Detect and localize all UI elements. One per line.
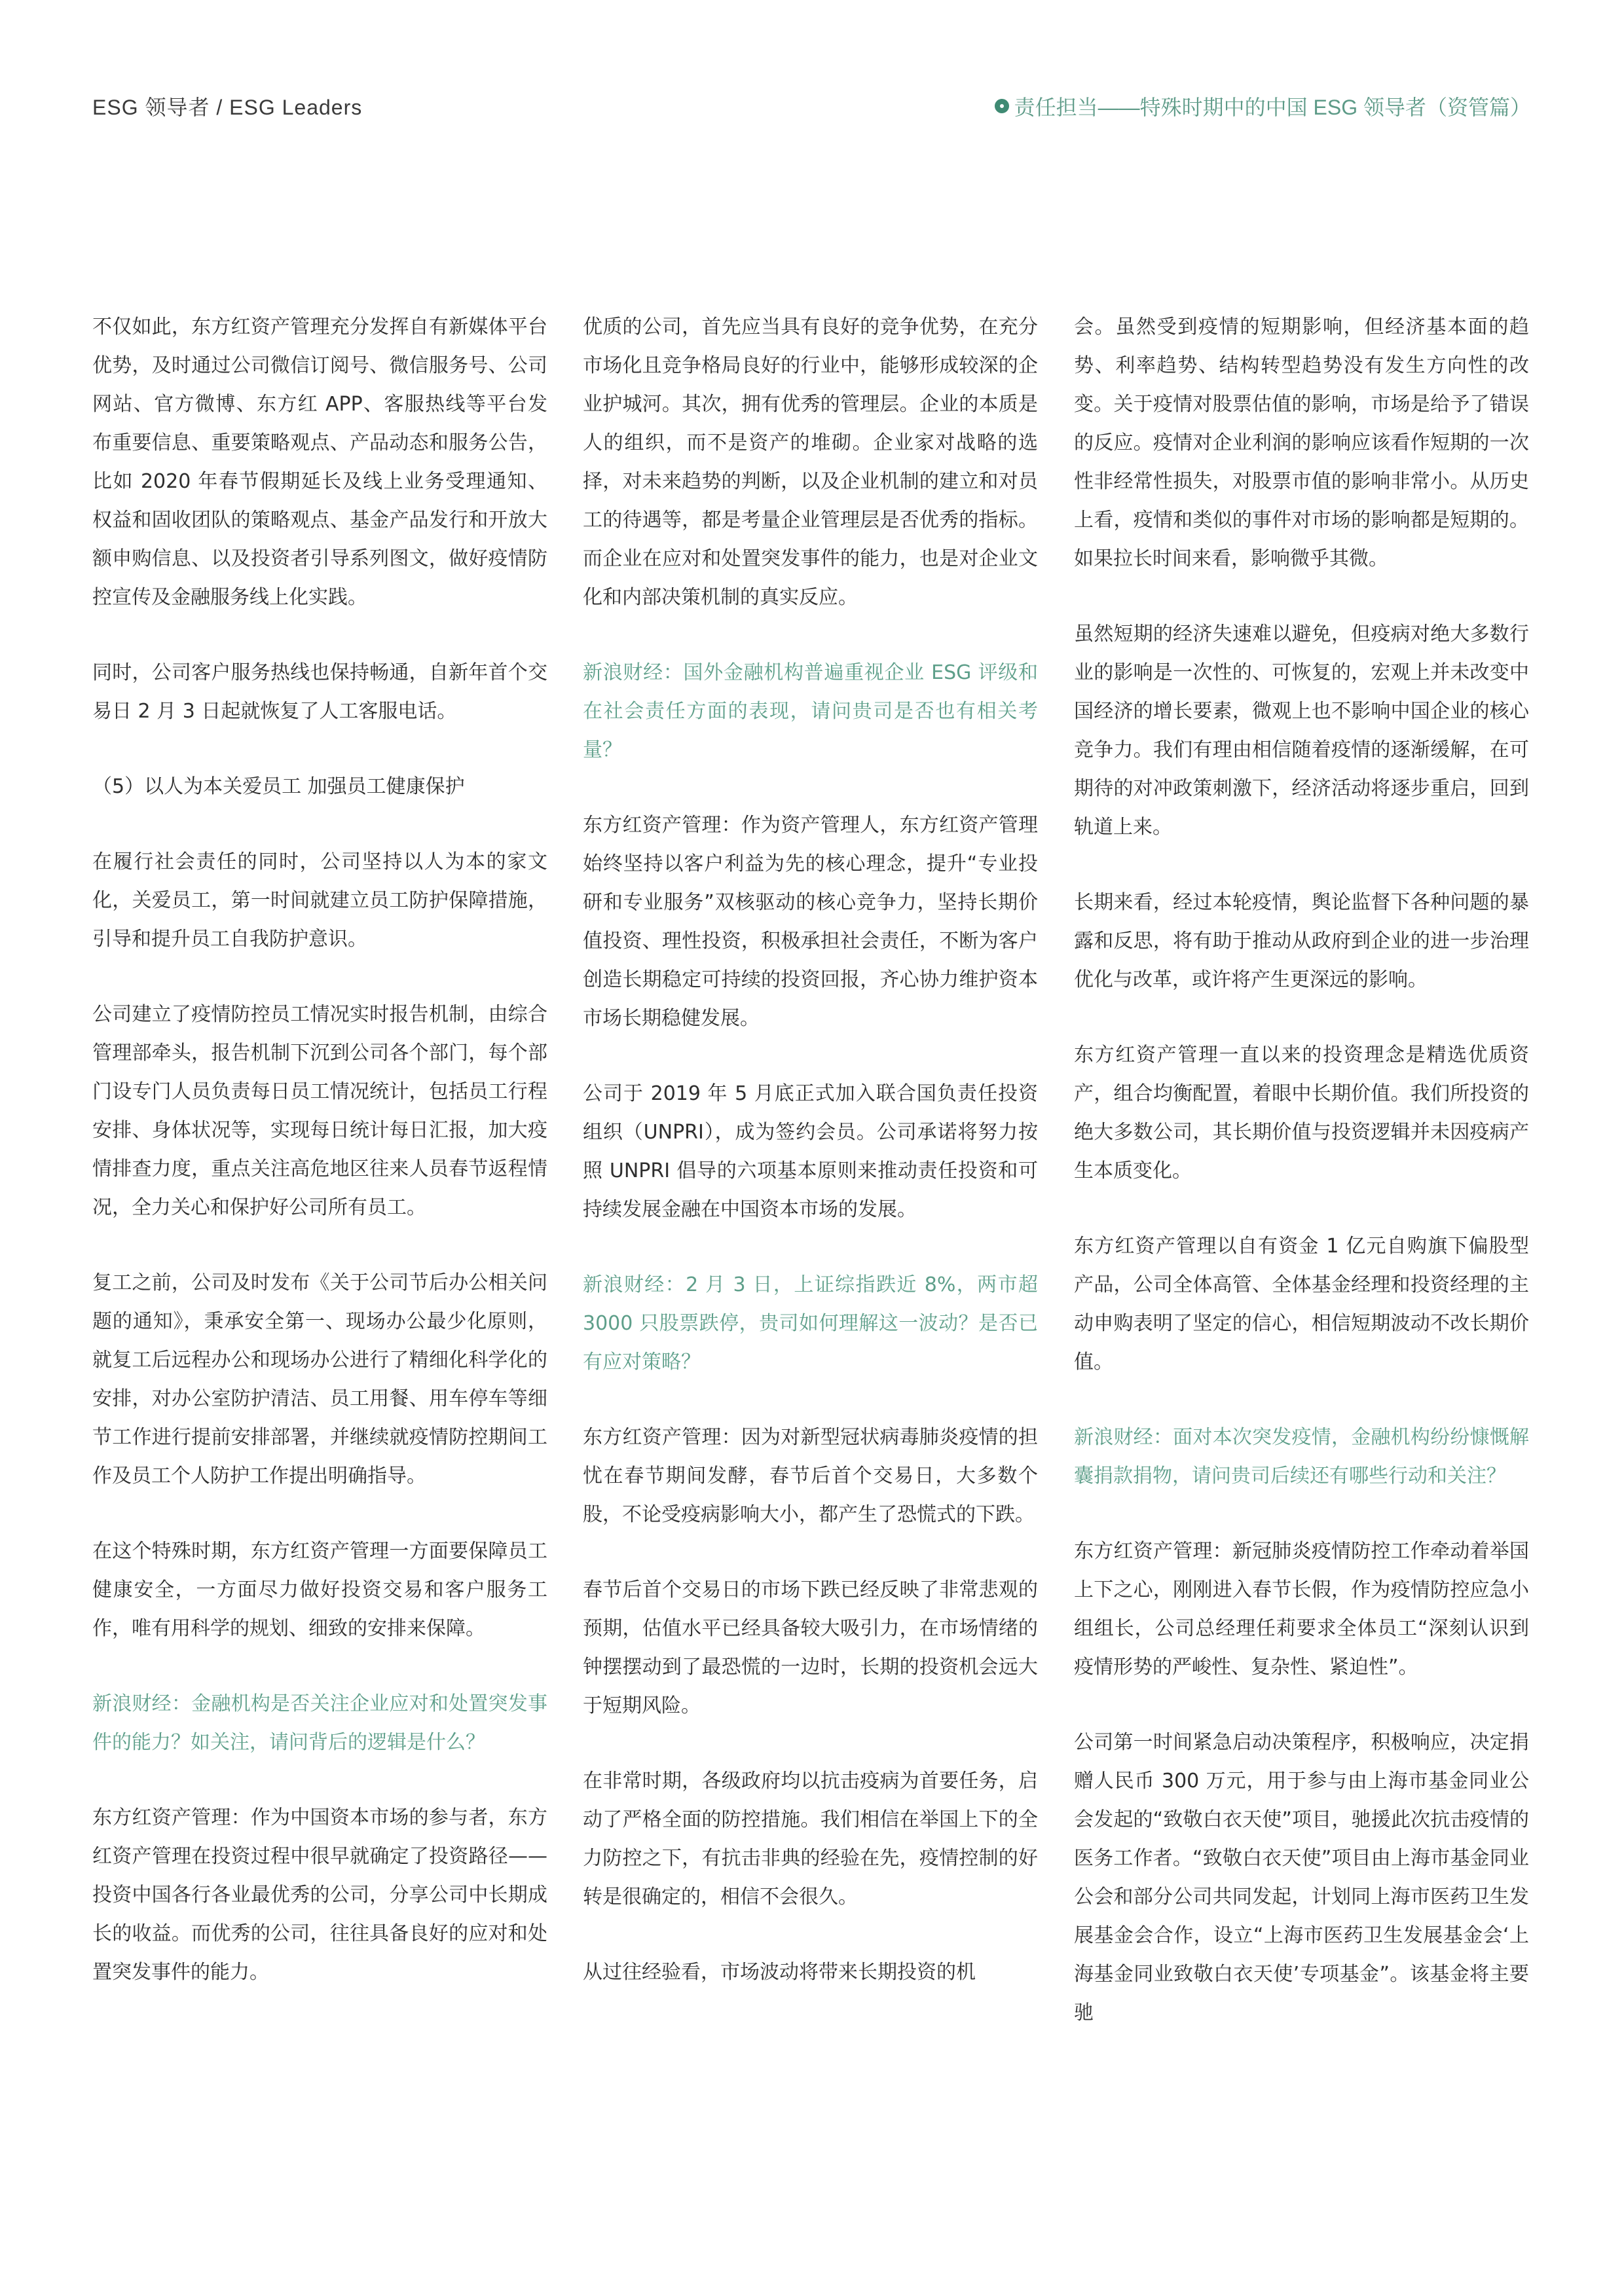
body-paragraph: 在这个特殊时期，东方红资产管理一方面要保障员工健康安全，一方面尽力做好投资交易和客户服务工作，唯有用科学的规划、细致的安排来保障。 xyxy=(92,1540,547,1640)
text-column-3 xyxy=(1074,308,1529,2069)
body-paragraph: 优质的公司，首先应当具有良好的竞争优势，在充分市场化且竞争格局良好的行业中，能够形成较深的企业护城河。其次，拥有优秀的管理层。企业的本质是人的组织，而不是资产的堆砌。企业家对战略的选择，对未来趋势的判断，以及企业机制的建立和对员工的待遇等，都是考量企业管理层是否优秀的指标。而企业在应对和处置突发事件的能力，也是对企业文化和内部决策机制的真实反应。 xyxy=(583,316,1038,609)
body-paragraph: 不仅如此，东方红资产管理充分发挥自有新媒体平台优势，及时通过公司微信订阅号、微信服务号、公司网站、官方微博、东方红 APP、客服热线等平台发布重要信息、重要策略观点、产品动态和服务公告，比如 2020 年春节假期延长及线上业务受理通知、权益和固收团队的策略观点、基金产品发行和开放大额申购信息、以及投资者引导系列图文，做好疫情防控宣传及金融服务线上化实践。 xyxy=(92,316,547,609)
running-header-right xyxy=(995,91,1531,121)
body-paragraph: 长期来看，经过本轮疫情，舆论监督下各种问题的暴露和反思，将有助于推动从政府到企业的进一步治理优化与改革，或许将产生更深远的影响。 xyxy=(1074,891,1529,991)
body-paragraph: 东方红资产管理一直以来的投资理念是精选优质资产，组合均衡配置，着眼中长期价值。我们所投资的绝大多数公司，其长期价值与投资逻辑并未因疫病产生本质变化。 xyxy=(1074,1044,1529,1182)
text-column-2 xyxy=(583,308,1038,2028)
body-paragraph: 公司建立了疫情防控员工情况实时报告机制，由综合管理部牵头，报告机制下沉到公司各个部门，每个部门设专门人员负责每日员工情况统计，包括员工行程安排、身体状况等，实现每日统计每日汇报，加大疫情排查力度，重点关注高危地区往来人员春节返程情况，全力关心和保护好公司所有员工。 xyxy=(92,1003,547,1219)
body-paragraph: 公司第一时间紧急启动决策程序，积极响应，决定捐赠人民币 300 万元，用于参与由上海市基金同业公会发起的“致敬白衣天使”项目，驰援此次抗击疫情的医务工作者。“致敬白衣天使”项目由上海市基金同业公会和部分公司共同发起，计划同上海市医药卫生发展基金会合作，设立“上海市医药卫生发展基金会‘上海基金同业致敬白衣天使’专项基金”。该基金将主要驰 xyxy=(1074,1731,1529,2024)
body-paragraph: 东方红资产管理：新冠肺炎疫情防控工作牵动着举国上下之心，刚刚进入春节长假，作为疫情防控应急小组组长，公司总经理任莉要求全体员工“深刻认识到疫情形势的严峻性、复杂性、紧迫性”。 xyxy=(1074,1540,1529,1679)
body-paragraph: 复工之前，公司及时发布《关于公司节后办公相关问题的通知》，秉承安全第一、现场办公最少化原则，就复工后远程办公和现场办公进行了精细化科学化的安排，对办公室防护清洁、员工用餐、用车停车等细节工作进行提前安排部署，并继续就疫情防控期间工作及员工个人防护工作提出明确指导。 xyxy=(92,1271,547,1487)
body-paragraph: 在非常时期，各级政府均以抗击疫病为首要任务，启动了严格全面的防控措施。我们相信在举国上下的全力防控之下，有抗击非典的经验在先，疫情控制的好转是很确定的，相信不会很久。 xyxy=(583,1770,1038,1908)
body-paragraph: 东方红资产管理：作为资产管理人，东方红资产管理始终坚持以客户利益为先的核心理念，提升“专业投研和专业服务”双核驱动的核心竞争力，坚持长期价值投资、理性投资，积极承担社会责任，不断为客户创造长期稳定可持续的投资回报，齐心协力维护资本市场长期稳健发展。 xyxy=(583,814,1038,1030)
body-paragraph: 同时，公司客户服务热线也保持畅通，自新年首个交易日 2 月 3 日起就恢复了人工客服电话。 xyxy=(92,661,547,723)
body-paragraph: 东方红资产管理以自有资金 1 亿元自购旗下偏股型产品，公司全体高管、全体基金经理和投资经理的主动申购表明了坚定的信心，相信短期波动不改长期价值。 xyxy=(1074,1235,1529,1374)
body-paragraph: 东方红资产管理：因为对新型冠状病毒肺炎疫情的担忧在春节期间发酵，春节后首个交易日，大多数个股，不论受疫病影响大小，都产生了恐慌式的下跌。 xyxy=(583,1426,1038,1526)
body-paragraph: 春节后首个交易日的市场下跌已经反映了非常悲观的预期，估值水平已经具备较大吸引力，在市场情绪的钟摆摆动到了最恐慌的一边时，长期的投资机会远大于短期风险。 xyxy=(583,1578,1038,1717)
body-paragraph: 会。虽然受到疫情的短期影响，但经济基本面的趋势、利率趋势、结构转型趋势没有发生方向性的改变。关于疫情对股票估值的影响，市场是给予了错误的反应。疫情对企业利润的影响应该看作短期的一次性非经常性损失，对股票市值的影响非常小。从历史上看，疫情和类似的事件对市场的影响都是短期的。如果拉长时间来看，影响微乎其微。 xyxy=(1074,316,1529,570)
ring-icon xyxy=(995,99,1009,113)
body-paragraph: 从过往经验看，市场波动将带来长期投资的机 xyxy=(583,1961,976,1984)
interview-question: 新浪财经：金融机构是否关注企业应对和处置突发事件的能力？如关注，请问背后的逻辑是什么？ xyxy=(92,1692,547,1754)
interview-question: 新浪财经：面对本次突发疫情，金融机构纷纷慷慨解囊捐款捐物，请问贵司后续还有哪些行动和关注？ xyxy=(1074,1426,1529,1487)
running-header-title: 责任担当——特殊时期中的中国 ESG 领导者（资管篇） xyxy=(1014,96,1531,119)
text-column-1 xyxy=(92,308,547,2028)
interview-question: 新浪财经：2 月 3 日，上证综指跌近 8%，两市超 3000 只股票跌停，贵司如何理解这一波动？是否已有应对策略？ xyxy=(583,1273,1038,1374)
body-paragraph: 东方红资产管理：作为中国资本市场的参与者，东方红资产管理在投资过程中很早就确定了投资路径——投资中国各行各业最优秀的公司，分享公司中长期成长的收益。而优秀的公司，往往具备良好的应对和处置突发事件的能力。 xyxy=(92,1806,547,1984)
body-paragraph: 虽然短期的经济失速难以避免，但疫病对绝大多数行业的影响是一次性的、可恢复的，宏观上并未改变中国经济的增长要素，微观上也不影响中国企业的核心竞争力。我们有理由相信随着疫情的逐渐缓解，在可期待的对冲政策刺激下，经济活动将逐步重启，回到轨道上来。 xyxy=(1074,623,1529,839)
body-paragraph: 在履行社会责任的同时，公司坚持以人为本的家文化，关爱员工，第一时间就建立员工防护保障措施，引导和提升员工自我防护意识。 xyxy=(92,850,547,951)
section-subheading: （5）以人为本关爱员工 加强员工健康保护 xyxy=(92,775,465,798)
running-header-left: ESG 领导者 / ESG Leaders xyxy=(92,96,363,119)
body-paragraph: 公司于 2019 年 5 月底正式加入联合国负责任投资组织（UNPRI），成为签约会员。公司承诺将努力按照 UNPRI 倡导的六项基本原则来推动责任投资和可持续发展金融在中国资本市场的发展。 xyxy=(583,1082,1038,1221)
interview-question: 新浪财经：国外金融机构普遍重视企业 ESG 评级和在社会责任方面的表现，请问贵司是否也有相关考量？ xyxy=(583,661,1038,761)
